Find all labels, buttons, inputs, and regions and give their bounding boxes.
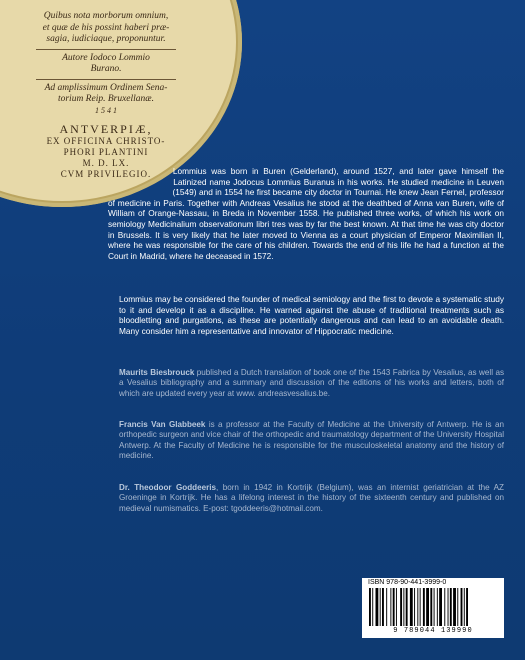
barcode-bar bbox=[426, 588, 429, 626]
barcode-bar bbox=[396, 588, 397, 626]
barcode-bar bbox=[376, 588, 379, 626]
barcode-bar bbox=[414, 588, 415, 626]
tp-line: Burano. bbox=[90, 64, 122, 75]
barcode-bar bbox=[400, 588, 402, 626]
tp-line: PHORI PLANTINI bbox=[63, 147, 149, 158]
barcode-bar bbox=[434, 588, 435, 626]
author-name: Francis Van Glabbeek bbox=[119, 420, 206, 429]
barcode-bar bbox=[439, 588, 442, 626]
barcode-bar bbox=[382, 588, 384, 626]
author-text: is a professor at the Faculty of Medicine at the University of Antwerp. He is an orthopedic surgeon and vice chair of the orthopedic and traumatology department of the University Hospital Antwerp. At the Faculty of Medicine he is responsible for the musculoskeletal anatomy and the history of medicine. bbox=[119, 420, 505, 460]
author-name: Maurits Biesbrouck bbox=[119, 368, 195, 377]
barcode-bar bbox=[430, 588, 432, 626]
tp-imprint-city: ANTVERPIÆ, bbox=[59, 121, 153, 136]
tp-date: M. D. LX. bbox=[82, 158, 130, 169]
author-bio bbox=[119, 420, 504, 461]
barcode-bar bbox=[390, 588, 391, 626]
barcode-bar bbox=[444, 588, 445, 626]
barcode-bar bbox=[450, 588, 452, 626]
barcode-bar bbox=[457, 588, 458, 626]
author-bio bbox=[119, 368, 504, 399]
author-bio bbox=[119, 483, 504, 514]
barcode-bar bbox=[464, 588, 465, 626]
semiology-paragraph: Lommius may be considered the founder of medical semiology and the first to devote a systematic study to it and develop it as a discipline. He warned against the abuse of traditional treatments such as bloodletting and purgations, as these are potentially dangerous and can lead to an avoidable death. Many consider him a representative and innovator of Hippocratic medicine. bbox=[119, 294, 504, 336]
barcode-bar bbox=[369, 588, 371, 626]
tp-line: EX OFFICINA CHRISTO- bbox=[46, 136, 166, 147]
barcode-bar bbox=[410, 588, 413, 626]
tp-line: et quæ de his possint haberi præ- bbox=[42, 22, 170, 33]
tp-line: torium Reip. Bruxellanæ. bbox=[57, 94, 155, 105]
barcode-bar bbox=[393, 588, 395, 626]
barcode-digits: 9 789044 139990 bbox=[393, 627, 473, 635]
text-wrap-spacer bbox=[108, 166, 182, 196]
barcode-bar bbox=[386, 588, 387, 626]
tp-line: CVM PRIVILEGIO. bbox=[60, 169, 152, 180]
tp-author: Autore Iodoco Lommio bbox=[62, 52, 150, 63]
barcode-bar bbox=[437, 588, 438, 626]
tp-handwritten: 1 5 4 1 bbox=[95, 106, 117, 116]
tp-rule bbox=[36, 79, 176, 80]
barcode-bar bbox=[453, 588, 456, 626]
tp-line: Quibus nota morborum omnium, bbox=[43, 11, 169, 21]
barcode-bar bbox=[372, 588, 373, 626]
title-page-text bbox=[6, 11, 206, 180]
tp-rule bbox=[36, 49, 176, 50]
intro-text: Lommius was born in Buren (Gelderland), around 1527, and later gave himself the Latinized name Jodocus Lommius Buranus in his works. He studied medicine in Leuven (1549) and in 1554 he first became city doctor in Tournai. He knew Jean Fernel, professor of medicine in Paris. Together with Andreas Vesalius he stood at the deathbed of Anna van Buren, wife of William of Orange-Nassau, in Breda in November 1558. He published three works, of which his work on semiology Medicinalium observationum libri tres was by far the best known. At that time he was city doctor in Brussels. It is very likely that he later moved to Vienna as a court physician of Emperor Maximilian II, where he was responsible for the care of his children. Towards the end of his life he had a function at the Court in Madrid, where he deceased in 1572. bbox=[108, 166, 504, 261]
barcode-bar bbox=[423, 588, 425, 626]
barcode-bar bbox=[420, 588, 421, 626]
barcode-bar bbox=[466, 588, 468, 626]
author-text: published a Dutch translation of book one of the 1543 Fabrica by Vesalius, as well as a Vesalius bibliography and a summary and discussion of the editions of his works and letters, both of which are updated every year at www. andreasvesalius.be. bbox=[119, 368, 504, 398]
barcode-bar bbox=[417, 588, 418, 626]
barcode-bar bbox=[448, 588, 449, 626]
barcode-bar bbox=[380, 588, 381, 626]
tp-line: Ad amplissimum Ordinem Sena- bbox=[44, 82, 168, 93]
intro-paragraph bbox=[108, 166, 504, 261]
isbn-barcode bbox=[362, 578, 504, 638]
author-name: Dr. Theodoor Goddeeris bbox=[119, 483, 217, 492]
barcode-bar bbox=[406, 588, 408, 626]
barcode-bar bbox=[403, 588, 404, 626]
barcode-bars bbox=[369, 588, 497, 626]
isbn-label: ISBN 978-90-441-3999-0 bbox=[368, 579, 447, 586]
barcode-bar bbox=[461, 588, 463, 626]
author-text: , born in 1942 in Kortrijk (Belgium), was an internist geriatrician at the AZ Groeninge in Kortrijk. He has a lifelong interest in the history of the sixteenth century and published on medieval numismatics. E-post: tgoddeeris@hotmail.com. bbox=[119, 483, 504, 513]
tp-line: sagia, iudiciaque, proponuntur. bbox=[46, 34, 166, 45]
